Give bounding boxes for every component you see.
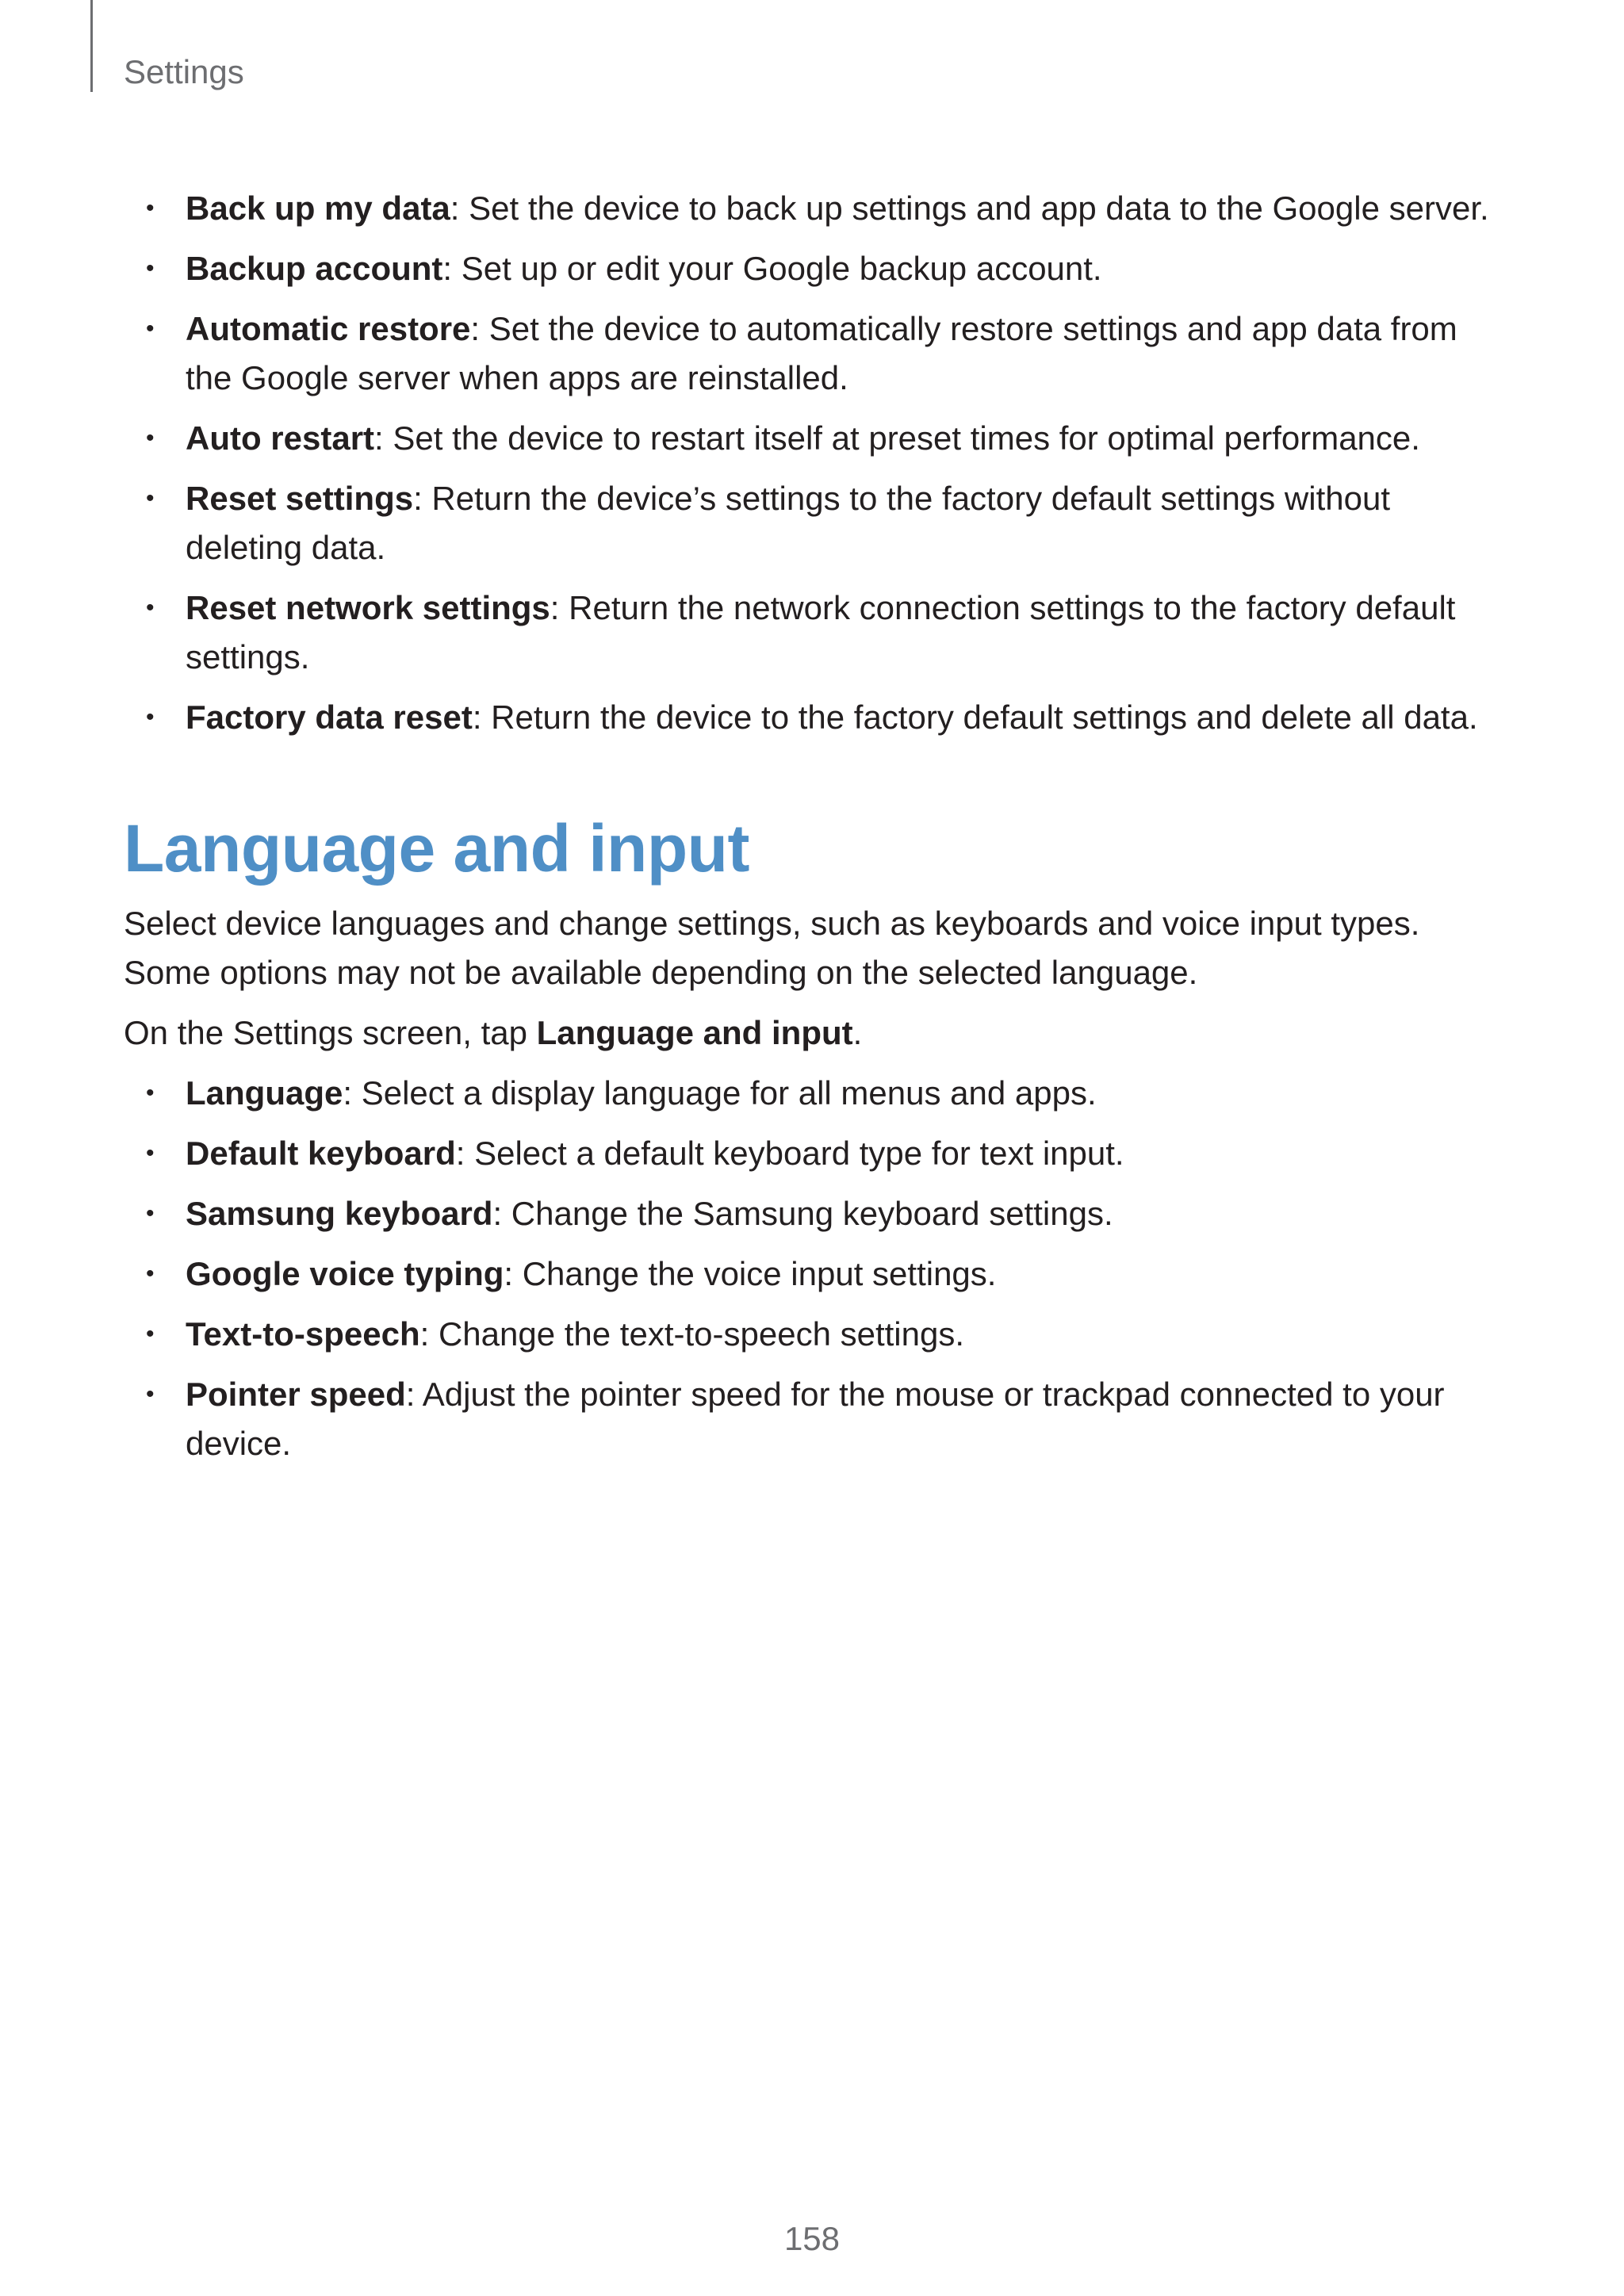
backup-options-list [124,184,1503,742]
instruction-prefix: On the Settings screen, tap [124,1014,537,1051]
section-intro: Select device languages and change settings, such as keyboards and voice input types. Some options may not be available depending on the selected language. [124,905,1420,991]
list-item [124,1370,1503,1468]
list-item [124,1129,1503,1178]
option-description: : Set the device to automatically restore settings and app data from the Google server when apps are reinstalled. [186,310,1457,396]
option-description: : Set up or edit your Google backup account. [442,250,1102,287]
page-content [124,184,1503,1479]
option-description: : Select a display language for all menus and apps. [343,1074,1097,1112]
list-item [124,1310,1503,1359]
option-description: : Set the device to back up settings and app data to the Google server. [450,189,1489,227]
list-item [124,693,1503,742]
bullet-icon: • [146,1200,155,1226]
bullet-icon: • [146,255,155,281]
option-term: Default keyboard [186,1135,456,1172]
instruction-suffix: . [852,1014,863,1051]
list-item [124,584,1503,682]
option-description: : Select a default keyboard type for text input. [455,1135,1124,1172]
list-item [124,304,1503,403]
bullet-icon: • [146,425,155,451]
option-description: : Return the network connection settings to the factory default settings. [186,589,1456,675]
section-instruction [124,1008,1503,1058]
option-term: Back up my data [186,189,450,227]
bullet-icon: • [146,1261,155,1287]
margin-rule [90,0,93,92]
option-description: : Adjust the pointer speed for the mouse or trackpad connected to your device. [186,1376,1445,1462]
list-item [124,1189,1503,1238]
bullet-icon: • [146,1080,155,1106]
bullet-icon: • [146,704,155,730]
list-item [124,1249,1503,1299]
list-item [124,184,1503,233]
bullet-icon: • [146,195,155,221]
page-number: 158 [783,2220,841,2257]
bullet-icon: • [146,1140,155,1166]
list-item [124,414,1503,463]
option-term: Samsung keyboard [186,1195,493,1232]
language-options-list [124,1069,1503,1468]
option-term: Automatic restore [186,310,471,347]
bullet-icon: • [146,1381,155,1407]
bullet-icon: • [146,485,155,511]
option-term: Reset settings [186,480,414,517]
section-title: Language and input [124,811,749,886]
bullet-icon: • [146,1321,155,1347]
option-description: : Change the Samsung keyboard settings. [492,1195,1113,1232]
instruction-menu-path: Language and input [536,1014,853,1051]
option-description: : Return the device to the factory default settings and delete all data. [472,698,1478,736]
list-item [124,244,1503,293]
option-term: Factory data reset [186,698,473,736]
option-description: : Change the voice input settings. [504,1255,997,1292]
running-header: Settings [124,53,244,90]
option-description: : Return the device’s settings to the factory default settings without deleting data. [186,480,1390,566]
option-term: Language [186,1074,343,1112]
list-item [124,1069,1503,1118]
option-description: : Change the text-to-speech settings. [419,1315,965,1353]
option-term: Text-to-speech [186,1315,420,1353]
bullet-icon: • [146,595,155,621]
option-term: Auto restart [186,419,375,457]
list-item [124,474,1503,572]
bullet-icon: • [146,316,155,342]
option-description: : Set the device to restart itself at preset times for optimal performance. [374,419,1420,457]
option-term: Pointer speed [186,1376,406,1413]
option-term: Backup account [186,250,443,287]
option-term: Reset network settings [186,589,550,626]
option-term: Google voice typing [186,1255,504,1292]
